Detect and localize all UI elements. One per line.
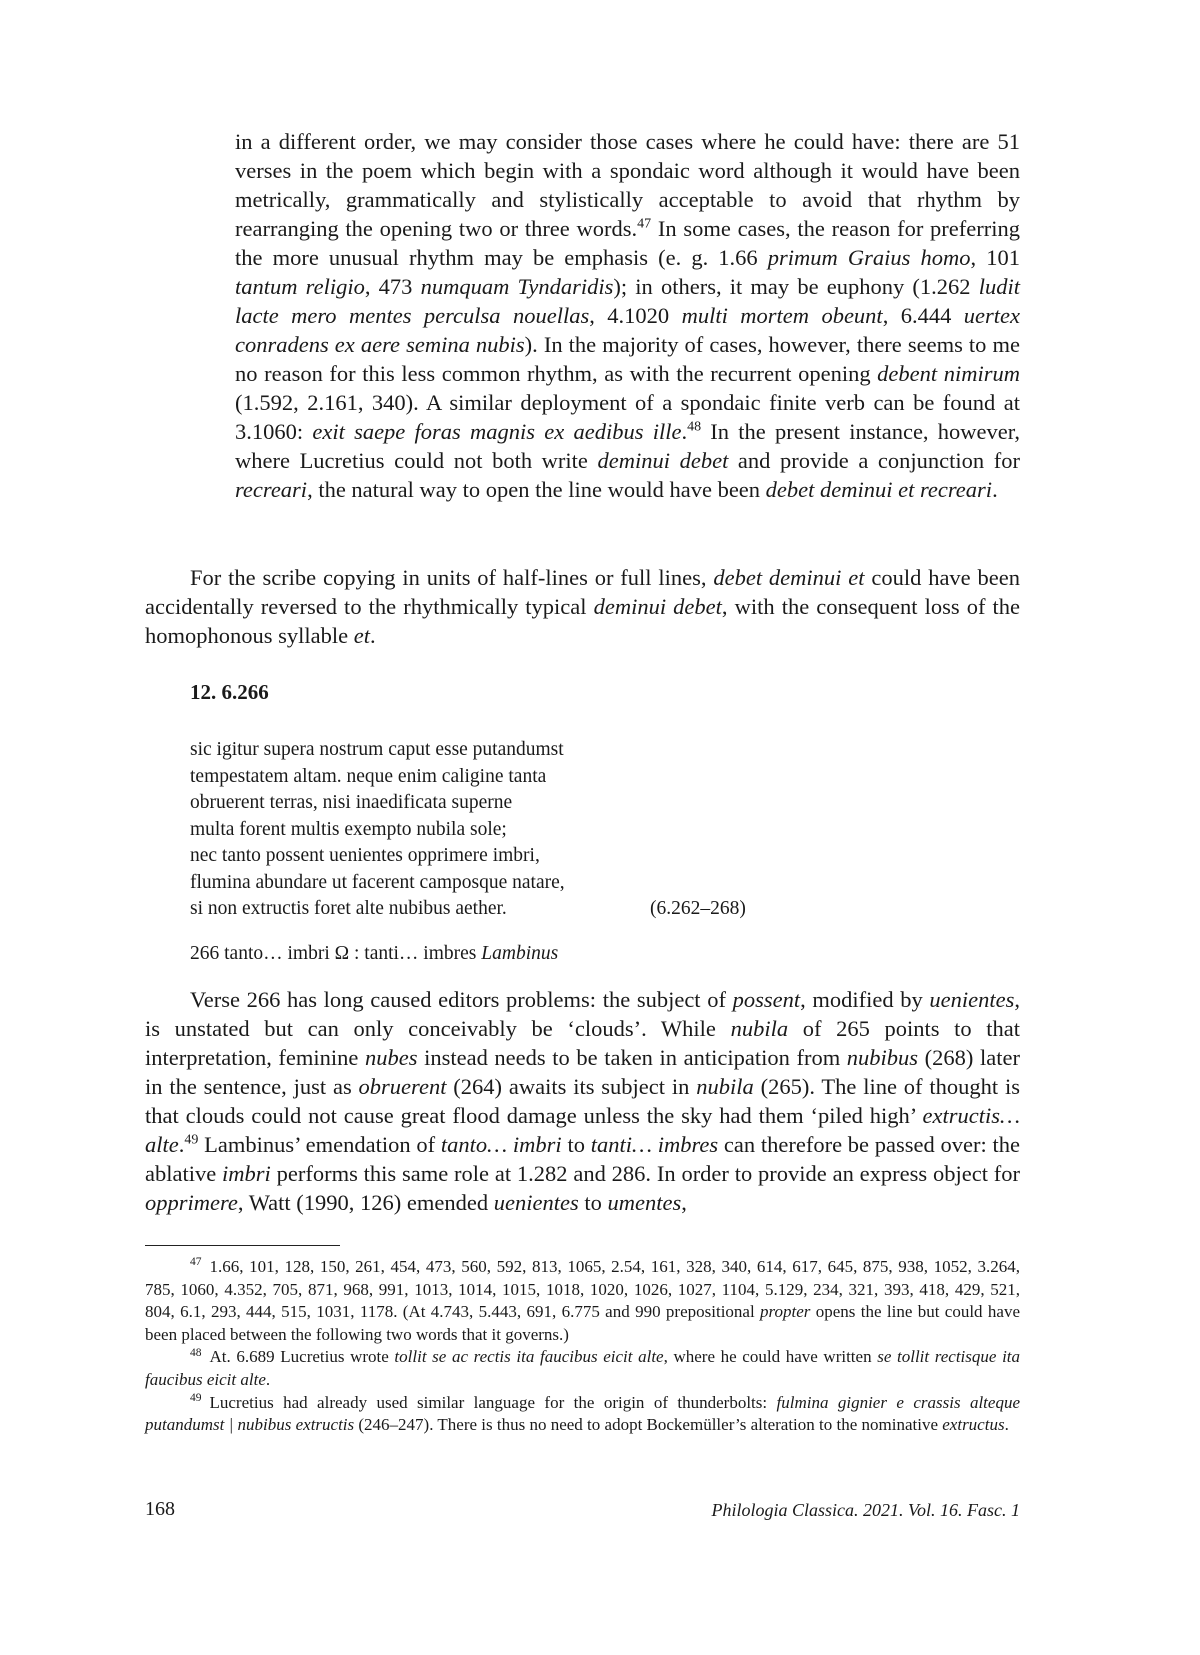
block-quote: in a different order, we may consider those cases where he could have: there are 51 verses in the poem which begin with a spondaic word although it would have been metrically, grammatically and stylistically acceptable to avoid that rhythm by rearranging the opening two or three words.$^{47}$ In some cases, the reason for preferring the more unusual rhythm may be emphasis (e. g. 1.66 primum Graius homo, 101 tantum religio, 473 numquam Tyndaridis); in others, it may be euphony (1.262 ludit lacte mero mentes perculsa nouellas, 4.1020 multi mortem obeunt, 6.444 uertex conradens ex aere semina nubis). In the majority of cases, however, there seems to me no reason for this less common rhythm, as with the recurrent opening debent nimirum (1.592, 2.161, 340). A similar deployment of a spondaic finite verb can be found at 3.1060: exit saepe foras magnis ex aedibus ille.$^{48}$ In the present instance, however, where Lucretius could not both write deminui debet and provide a conjunction for recreari, the natural way to open the line would have been debet deminui et recreari. [235, 129, 1021, 502]
footnote-48: $^{48}$ At. 6.689 Lucretius wrote tollit se ac rectis ita faucibus eicit alte, where he could have written se tollit rectisque ita faucibus eicit alte. [145, 1346, 1021, 1389]
footnote-ref-47[interactable]: 47 [637, 216, 652, 232]
verse-line: multa forent multis exempto nubila sole; [190, 818, 507, 840]
footnote-49: $^{49}$ Lucretius had already used similar language for the origin of thunderbolts: fulmina gignier e crassis alteque putandumst | nubibus extructis (246–247). There is thus no need to adopt Bockemüller’s alteration to the nominative extructus. [145, 1391, 1020, 1435]
page-number: 168 [145, 1498, 175, 1520]
verse-line: obruerent terras, nisi inaedificata superne [190, 792, 513, 813]
verse-line: tempestatem altam. neque enim caligine tanta [190, 765, 547, 787]
verse-line-last: si non extructis foret alte nubibus aether. (6.262–268) [190, 896, 790, 923]
footnote-ref-48[interactable]: 48 [687, 419, 702, 435]
verse-line: flumina abundare ut facerent camposque natare, [190, 871, 565, 893]
footnotes [145, 1256, 1020, 1437]
verse-quotation [190, 737, 790, 923]
body-paragraph: For the scribe copying in units of half-lines or full lines, debet deminui et could have been accidentally reversed to the rhythmically typical deminui debet, with the consequent loss of the homophonous syllable et. [145, 565, 1021, 648]
verse-reference: (6.262–268) [650, 898, 746, 919]
footnote-divider [145, 1245, 340, 1246]
footnote-47: $^{47}$ 1.66, 101, 128, 150, 261, 454, 473, 560, 592, 813, 1065, 2.54, 161, 328, 340, 614, 617, 645, 875, 938, 1052, 3.264, 785, 1060, 4.352, 705, 871, 968, 991, 1013, 1014, 1015, 1018, 1020, 1026, 1027, 1104, 5.129, 234, 321, 393, 418, 429, 521, 804, 6.1, 293, 444, 515, 1031, 1178. (At 4.743, 5.443, 691, 6.775 and 990 prepositional propter opens the line but could have been placed between the following two words that it governs.) [145, 1256, 1020, 1344]
page [145, 0, 1020, 1655]
running-footer: Philologia Classica. 2021. Vol. 16. Fasc. 1 [711, 1500, 1020, 1520]
verse-line: sic igitur supera nostrum caput esse putandumst [190, 739, 564, 760]
section-heading: 12. 6.266 [190, 680, 269, 704]
footnote-ref-49[interactable]: 49 [184, 1132, 199, 1148]
body-paragraph: Verse 266 has long caused editors problems: the subject of possent, modified by uenientes, is unstated but can only conceivably be ‘clouds’. While nubila of 265 points to that interpretation, feminine nubes instead needs to be taken in anticipation from nubibus (268) later in the sentence, just as obruerent (264) awaits its subject in nubila (265). The line of thought is that clouds could not cause great flood damage unless the sky had them ‘piled high’ extructis… alte.$^{49}$ Lambinus’ emendation of tanto… imbri to tanti… imbres can therefore be passed over: the ablative imbri performs this same role at 1.282 and 286. In order to provide an express object for opprimere, Watt (1990, 126) emended uenientes to umentes, [145, 987, 1021, 1215]
verse-line: nec tanto possent uenientes opprimere imbri, [190, 845, 540, 866]
critical-apparatus: 266 tanto… imbri Ω : tanti… imbres Lambinus [190, 943, 559, 964]
